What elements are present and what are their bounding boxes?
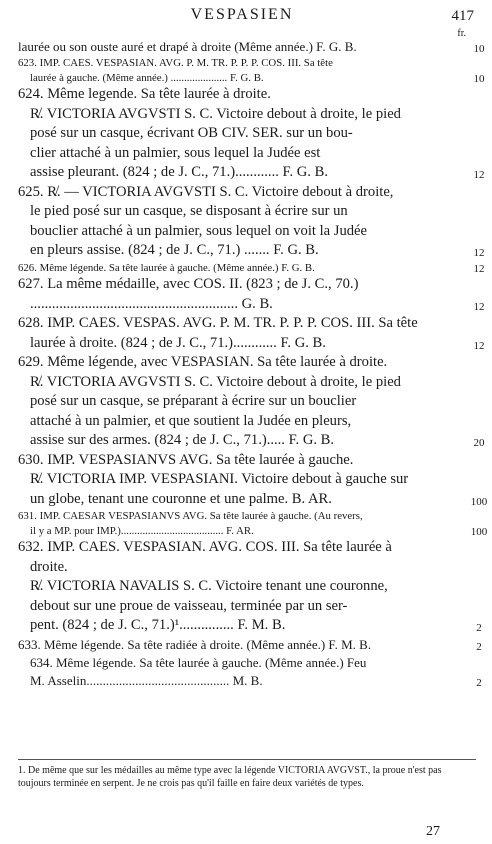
value-francs: 10 [473,72,485,85]
catalog-entry [18,636,482,690]
value-francs: 12 [473,262,485,275]
running-header [0,6,484,39]
entry-line-text: il y a MP. pour IMP.)...................................... F. AR. [30,524,254,537]
entry-line-text: 631. IMP. CAESAR VESPASIANVS AVG. Sa tête laurée à gauche. (Au revers, [18,510,363,522]
value-francs: 2 [476,622,482,634]
catalog-entry [18,470,488,509]
entry-line [18,524,488,539]
entry-line [18,334,485,354]
entry-line [18,124,458,144]
header-title: VESPASIEN [190,6,294,23]
entry-line [18,202,458,222]
entry-line [18,558,458,578]
catalog-entry [18,56,485,85]
entry-line-text: posé sur un casque, écrivant OB CIV. SER. sur un bou- [30,125,353,141]
entry-line-text: R̸. VICTORIA AVGVSTI S. C. Victoire debout à droite, le pied [30,373,401,390]
entry-line [18,222,458,242]
catalog-entry [18,275,485,314]
value-francs: 12 [473,169,485,181]
footnote-text: 1. De même que sur les médailles au même type avec la légende VICTORIA AVGVST., la proue n'est pas toujours terminée en serpent. Je ne crois pas qu'il faille en faire deux variétés de types. [18,765,442,789]
entry-line-text: 629. Même légende, avec VESPASIAN. Sa tête laurée à droite. [18,354,388,370]
catalog-entry [18,451,458,471]
entry-line-text: le pied posé sur un casque, se disposant à écrire sur un [30,203,348,219]
header-page-number: 417 [451,8,474,24]
catalog-entry [18,183,485,261]
entry-line-text: attaché à un palmier, et que soutient la Judée en pleurs, [30,412,352,429]
entry-line-text: 628. IMP. CAES. VESPAS. AVG. P. M. TR. P. P. P. COS. III. Sa tête [18,315,418,331]
entry-line-text: bouclier attaché à un palmier, sous lequel on voit la Judée [30,222,367,239]
entry-line [18,509,458,524]
entry-line [18,490,488,510]
entry-line [18,636,482,654]
entry-line [18,241,485,261]
entry-line [18,373,458,393]
entry-line-text: un globe, tenant une couronne et une palme. B. AR. [30,490,332,507]
folio-number: 27 [426,824,440,839]
entry-line-text: clier attaché à un palmier, sous lequel la Judée est [30,144,321,161]
entry-line-text: 633. Même légende. Sa tête radiée à droite. (Même année.) F. M. B. [18,636,372,652]
entry-line [18,431,485,451]
catalog-entry [18,261,485,276]
entry-line [18,538,458,558]
catalog-entry [18,509,488,538]
catalog-entry [18,577,482,636]
entry-line [18,616,482,636]
entry-line [18,470,458,490]
entry-line [18,597,458,617]
value-francs: 2 [476,640,482,653]
entry-line [18,392,458,412]
entry-line-text: R̸. VICTORIA IMP. VESPASIANI. Victoire debout à gauche sur [30,471,409,487]
entry-line [18,183,458,203]
value-francs: 100 [470,525,488,538]
value-francs: 20 [473,437,485,449]
entry-line-text: ......................................................... G. B. [30,295,273,312]
value-francs: 12 [473,339,485,352]
entry-line [18,163,485,183]
entry-line-text: 623. IMP. CAES. VESPASIAN. AVG. P. M. TR. P. P. P. COS. III. Sa tête [18,57,333,69]
entry-line-text: laurée à droite. (824 ; de J. C., 71.)............ F. G. B. [30,334,326,351]
catalog-entry [18,38,485,56]
entry-line-text: M. Asselin............................................ M. B. [30,672,263,688]
entry-line [18,672,482,690]
footnote [18,759,476,790]
entry-line-text: droite. [30,558,68,575]
entry-line [18,56,458,71]
entry-line [18,85,458,105]
entry-line-text: 634. Même légende. Sa tête laurée à gauche. (Même année.) Feu [30,654,367,670]
catalog-entry [18,85,458,105]
entry-line [18,38,485,56]
entry-line [18,451,458,471]
value-francs: 2 [476,676,482,689]
entry-line [18,577,458,597]
entry-line-text: 624. Même legende. Sa tête laurée à droite. [18,86,271,102]
entry-line-text: laurée à gauche. (Même année.) ..................... F. G. B. [30,71,264,84]
entry-line-text: R̸. VICTORIA AVGVSTI S. C. Victoire debout à droite, le pied [30,105,401,122]
entry-line [18,144,458,164]
catalog-entries [18,38,488,690]
value-francs: 12 [473,247,485,259]
entry-line-text: 627. La même médaille, avec COS. II. (823 ; de J. C., 70.) [18,276,359,292]
value-francs: 12 [473,300,485,313]
entry-line-text: debout sur une proue de vaisseau, terminée par un ser- [30,597,348,614]
footnote-rule [18,759,476,760]
value-francs: 100 [470,495,488,508]
entry-line [18,314,458,334]
entry-line [18,412,458,432]
entry-line [18,654,458,672]
entry-line [18,295,485,315]
entry-line-text: 632. IMP. CAES. VESPASIAN. AVG. COS. III. Sa tête laurée à [18,539,392,555]
entry-line [18,275,458,295]
catalog-entry [18,373,485,451]
entry-line-text: 630. IMP. VESPASIANVS AVG. Sa tête laurée à gauche. [18,451,354,468]
entry-line-text: en pleurs assise. (824 ; de J. C., 71.) ....... F. G. B. [30,242,319,258]
entry-line [18,71,485,86]
entry-line [18,105,458,125]
header-unit: fr. [457,28,466,39]
entry-line [18,261,485,276]
entry-line-text: 625. R̸. — VICTORIA AVGVSTI S. C. Victoire debout à droite, [18,183,394,200]
entry-line [18,353,458,373]
catalog-entry [18,105,485,183]
entry-line-text: 626. Même légende. Sa tête laurée à gauche. (Même année.) F. G. B. [18,261,315,274]
catalog-entry [18,314,485,353]
entry-line-text: assise sur des armes. (824 ; de J. C., 71.)..... F. G. B. [30,432,335,448]
entry-line-text: assise pleurant. (824 ; de J. C., 71.)............ F. G. B. [30,164,328,180]
value-francs: 10 [473,43,485,55]
catalog-entry [18,353,458,373]
entry-line-text: pent. (824 ; de J. C., 71.)¹............... F. M. B. [30,617,286,633]
entry-line-text: R̸. VICTORIA NAVALIS S. C. Victoire tenant une couronne, [30,578,388,594]
entry-line-text: posé sur un casque, se préparant à écrire sur un bouclier [30,393,357,409]
entry-line-text: laurée ou son ouste auré et drapé à droite (Même année.) F. G. B. [18,39,357,54]
catalog-entry [18,538,458,577]
